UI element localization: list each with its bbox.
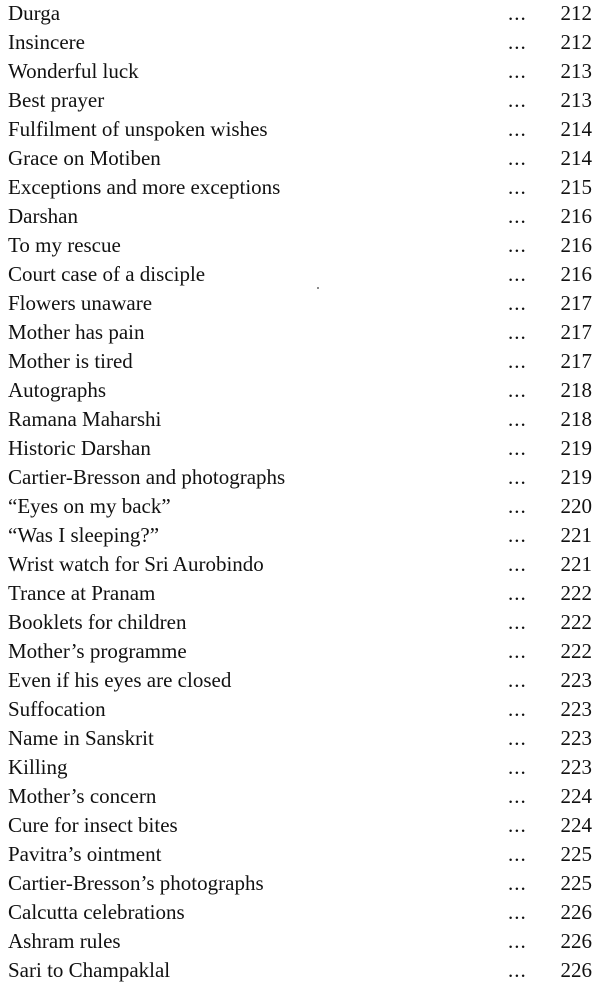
toc-entry	[0, 434, 600, 462]
toc-entry-title: Calcutta celebrations	[8, 900, 185, 924]
toc-entry-leader: ...	[508, 900, 527, 924]
toc-entry-leader: ...	[508, 30, 527, 54]
toc-entry-page-number: 222	[560, 639, 592, 663]
toc-entry-title: Durga	[8, 1, 61, 25]
toc-entry-leader: ...	[508, 784, 527, 808]
toc-entry-title: Wonderful luck	[8, 59, 139, 83]
toc-entry-leader: ...	[508, 494, 527, 518]
toc-entry-leader: ...	[508, 175, 527, 199]
toc-entry-page-number: 212	[560, 1, 592, 25]
toc-entry-page-number: 222	[560, 581, 592, 605]
toc-entry-page-number: 223	[560, 755, 592, 779]
toc-entry-title: Trance at Pranam	[8, 581, 156, 605]
toc-entry-leader: ...	[508, 465, 527, 489]
toc-entry	[0, 144, 600, 172]
toc-entry-title: Killing	[8, 755, 68, 779]
toc-entry-title: “Was I sleeping?”	[8, 523, 160, 547]
toc-entry-leader: ...	[508, 88, 527, 112]
toc-entry-leader: ...	[508, 407, 527, 431]
toc-entry-title: Historic Darshan	[8, 436, 151, 460]
toc-entry-title: Cure for insect bites	[8, 813, 178, 837]
toc-entry	[0, 376, 600, 404]
toc-entry-page-number: 226	[560, 958, 592, 982]
toc-entry-title: Mother is tired	[8, 349, 133, 373]
toc-entry	[0, 927, 600, 955]
paper-speck	[317, 287, 319, 289]
toc-entry	[0, 347, 600, 375]
toc-entry-title: Exceptions and more exceptions	[8, 175, 281, 199]
toc-entry-page-number: 226	[560, 900, 592, 924]
toc-entry-title: Fulfilment of unspoken wishes	[8, 117, 268, 141]
toc-entry	[0, 492, 600, 520]
toc-entry-page-number: 226	[560, 929, 592, 953]
toc-entry-title: Court case of a disciple	[8, 262, 206, 286]
toc-entry-page-number: 213	[560, 59, 592, 83]
toc-entry-leader: ...	[508, 320, 527, 344]
toc-entry-title: Sari to Champaklal	[8, 958, 171, 982]
toc-entry	[0, 666, 600, 694]
toc-entry	[0, 724, 600, 752]
toc-entry-page-number: 213	[560, 88, 592, 112]
toc-entry-page-number: 224	[560, 813, 592, 837]
toc-entry-page-number: 224	[560, 784, 592, 808]
toc-entry-leader: ...	[508, 871, 527, 895]
toc-entry-title: Insincere	[8, 30, 85, 54]
toc-entry-page-number: 214	[560, 146, 592, 170]
toc-entry	[0, 115, 600, 143]
toc-entry	[0, 57, 600, 85]
toc-entry-page-number: 212	[560, 30, 592, 54]
toc-entry-page-number: 214	[560, 117, 592, 141]
toc-entry-title: “Eyes on my back”	[8, 494, 171, 518]
toc-entry	[0, 289, 600, 317]
toc-entry-title: Best prayer	[8, 88, 105, 112]
toc-entry	[0, 637, 600, 665]
toc-entry	[0, 695, 600, 723]
toc-entry	[0, 202, 600, 230]
toc-entry-page-number: 217	[560, 291, 592, 315]
toc-entry	[0, 956, 600, 984]
toc-entry-leader: ...	[508, 610, 527, 634]
toc-entry-leader: ...	[508, 233, 527, 257]
toc-entry-leader: ...	[508, 813, 527, 837]
toc-entry-page-number: 218	[560, 378, 592, 402]
toc-entry-leader: ...	[508, 755, 527, 779]
toc-entry-title: To my rescue	[8, 233, 121, 257]
toc-entry-title: Cartier-Bresson and photographs	[8, 465, 286, 489]
toc-entry-leader: ...	[508, 552, 527, 576]
toc-entry-page-number: 223	[560, 726, 592, 750]
toc-entry-page-number: 220	[560, 494, 592, 518]
toc-entry	[0, 521, 600, 549]
toc-entry	[0, 608, 600, 636]
toc-entry	[0, 405, 600, 433]
toc-entry-page-number: 219	[560, 436, 592, 460]
toc-entry-leader: ...	[508, 59, 527, 83]
toc-entry-page-number: 216	[560, 262, 592, 286]
toc-entry-leader: ...	[508, 117, 527, 141]
toc-entry-leader: ...	[508, 436, 527, 460]
toc-entry-page-number: 221	[560, 552, 592, 576]
toc-entry	[0, 782, 600, 810]
toc-entry-title: Flowers unaware	[8, 291, 153, 315]
toc-entry-leader: ...	[508, 639, 527, 663]
toc-entry-title: Ashram rules	[8, 929, 121, 953]
toc-entry-title: Booklets for children	[8, 610, 187, 634]
toc-entry-page-number: 215	[560, 175, 592, 199]
toc-entry	[0, 898, 600, 926]
toc-entry	[0, 550, 600, 578]
toc-entry-page-number: 222	[560, 610, 592, 634]
toc-entry-title: Pavitra’s ointment	[8, 842, 162, 866]
toc-entry-leader: ...	[508, 697, 527, 721]
toc-entry	[0, 840, 600, 868]
toc-entry-title: Suffocation	[8, 697, 106, 721]
toc-entry-page-number: 218	[560, 407, 592, 431]
toc-entry-leader: ...	[508, 726, 527, 750]
toc-entry-page-number: 216	[560, 233, 592, 257]
toc-entry-leader: ...	[508, 581, 527, 605]
toc-entry-title: Even if his eyes are closed	[8, 668, 232, 692]
toc-entry-title: Mother has pain	[8, 320, 145, 344]
toc-entry-page-number: 217	[560, 320, 592, 344]
toc-entry-page-number: 225	[560, 842, 592, 866]
toc-entry-leader: ...	[508, 842, 527, 866]
toc-entry-page-number: 223	[560, 697, 592, 721]
toc-entry	[0, 579, 600, 607]
toc-entry-page-number: 216	[560, 204, 592, 228]
toc-entry-title: Name in Sanskrit	[8, 726, 154, 750]
toc-entry-leader: ...	[508, 929, 527, 953]
toc-entry-title: Mother’s concern	[8, 784, 157, 808]
toc-entry-title: Autographs	[8, 378, 106, 402]
toc-entry-leader: ...	[508, 146, 527, 170]
toc-entry	[0, 231, 600, 259]
toc-entry-title: Wrist watch for Sri Aurobindo	[8, 552, 264, 576]
toc-entry	[0, 811, 600, 839]
toc-entry-page-number: 221	[560, 523, 592, 547]
toc-entry-title: Grace on Motiben	[8, 146, 161, 170]
toc-entry-leader: ...	[508, 523, 527, 547]
toc-entry-page-number: 225	[560, 871, 592, 895]
toc-entry	[0, 753, 600, 781]
toc-entry-leader: ...	[508, 262, 527, 286]
toc-entry	[0, 173, 600, 201]
toc-entry-page-number: 219	[560, 465, 592, 489]
toc-entry	[0, 463, 600, 491]
toc-entry-title: Cartier-Bresson’s photographs	[8, 871, 264, 895]
toc-entry-leader: ...	[508, 1, 527, 25]
toc-entry	[0, 318, 600, 346]
toc-entry	[0, 28, 600, 56]
toc-entry-title: Darshan	[8, 204, 78, 228]
toc-entry-title: Mother’s programme	[8, 639, 187, 663]
toc-entry-leader: ...	[508, 668, 527, 692]
toc-entry-page-number: 217	[560, 349, 592, 373]
toc-entry	[0, 0, 600, 27]
toc-entry-page-number: 223	[560, 668, 592, 692]
toc-entry	[0, 869, 600, 897]
toc-entry-leader: ...	[508, 291, 527, 315]
toc-entry-leader: ...	[508, 378, 527, 402]
toc-entry	[0, 86, 600, 114]
toc-entry-title: Ramana Maharshi	[8, 407, 162, 431]
toc-entry-leader: ...	[508, 349, 527, 373]
toc-entry-leader: ...	[508, 958, 527, 982]
toc-entry	[0, 260, 600, 288]
toc-entry-leader: ...	[508, 204, 527, 228]
